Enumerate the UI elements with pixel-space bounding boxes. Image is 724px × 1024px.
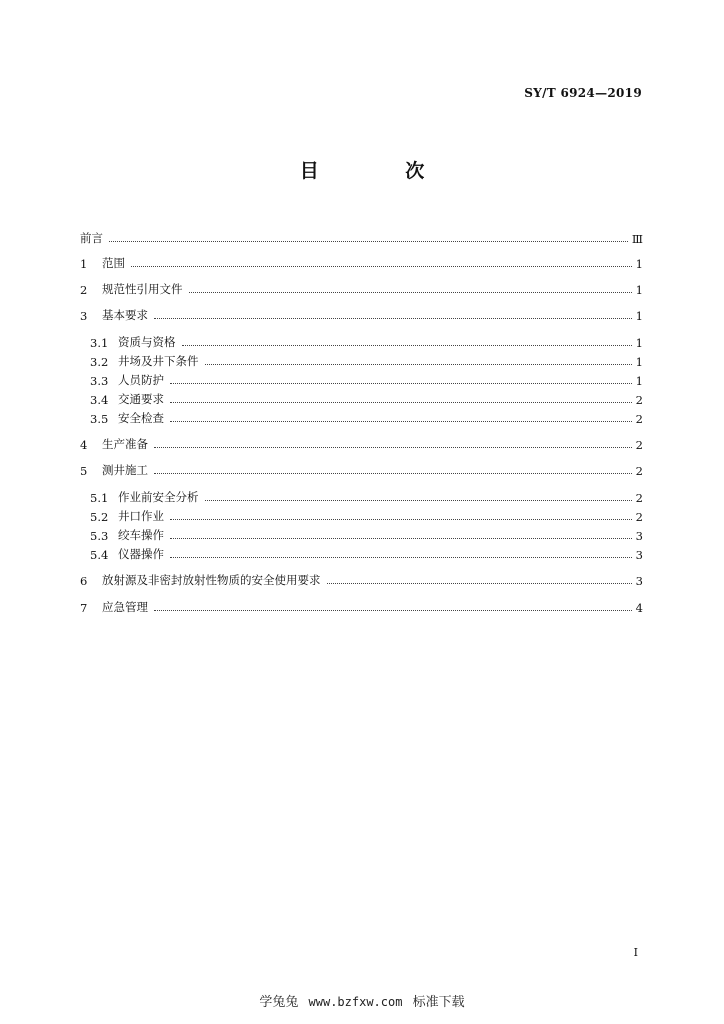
toc-entry[interactable] [90,406,643,426]
toc-leader-dots [170,383,632,384]
toc-entry-number: 5.1 [90,491,109,505]
toc-entry-label: 井场及井下条件 [118,354,199,368]
toc-leader-dots [205,500,632,501]
toc-entry-page: 4 [635,601,643,615]
toc-leader-dots [182,345,632,346]
toc-entry-label: 规范性引用文件 [102,282,183,296]
toc-entry-number: 4 [80,438,88,452]
toc-leader-dots [170,538,632,539]
toc-entry[interactable] [80,595,643,615]
toc-leader-dots [154,447,632,448]
toc-entry-label: 前言 [80,231,103,245]
toc-leader-dots [154,318,632,319]
footer-suffix: 标准下载 [412,995,465,1010]
toc-entry[interactable] [90,485,643,505]
page-title: 目 次 [299,160,465,182]
toc-entry-number: 5.4 [90,548,109,562]
toc-entry-label: 范围 [102,256,125,270]
toc-entry-page: 1 [635,374,643,388]
toc-entry-label: 绞车操作 [118,528,164,542]
page-number: Ⅰ [633,946,638,959]
toc-entry-page: 2 [635,464,643,478]
toc-leader-dots [154,473,632,474]
toc-entry[interactable] [90,368,643,388]
toc-entry-number: 3.1 [90,336,109,350]
toc-entry-page: 2 [635,393,643,407]
toc-entry[interactable] [90,349,643,369]
toc-entry-page: 2 [635,438,643,452]
toc-entry-number: 3.5 [90,412,109,426]
toc-entry-label: 测井施工 [102,463,148,477]
toc-entry-label: 交通要求 [118,392,164,406]
toc-entry-label: 人员防护 [118,373,164,387]
toc-entry-page: 2 [635,491,643,505]
toc-entry-label: 资质与资格 [118,335,176,349]
toc-entry[interactable] [80,432,643,452]
toc-entry-number: 5 [80,464,88,478]
toc-entry[interactable] [80,568,643,588]
toc-entry-number: 7 [80,601,88,615]
toc-entry-label: 作业前安全分析 [118,490,199,504]
toc-entry-page: 2 [635,510,643,524]
toc-leader-dots [327,583,632,584]
standard-code: SY/T 6924—2019 [524,86,642,100]
toc-leader-dots [170,557,632,558]
toc-entry-page: 2 [635,412,643,426]
toc-entry-label: 应急管理 [102,600,148,614]
toc-entry-number: 5.3 [90,529,109,543]
toc-entry-number: 2 [80,283,88,297]
toc-leader-dots [154,610,632,611]
toc-entry-number: 3.2 [90,355,109,369]
toc-leader-dots [131,266,632,267]
toc-entry-page: 3 [635,574,643,588]
toc-entry-page: 1 [635,336,643,350]
footer-watermark [0,991,724,1010]
toc-entry[interactable] [80,303,643,323]
toc-entry[interactable] [90,542,643,562]
toc-entry[interactable] [80,251,643,271]
toc-leader-dots [170,519,632,520]
toc-entry-label: 安全检查 [118,411,164,425]
toc-entry[interactable] [90,523,643,543]
toc-entry-label: 井口作业 [118,509,164,523]
toc-entry-label: 生产准备 [102,437,148,451]
toc-entry-page: 1 [635,355,643,369]
toc-entry[interactable] [90,330,643,350]
toc-entry[interactable] [90,504,643,524]
toc-entry-page: 1 [635,309,643,323]
toc-entry-number: 3 [80,309,88,323]
toc-entry[interactable] [90,387,643,407]
toc-entry-page: 3 [635,529,643,543]
footer-url[interactable]: www.bzfxw.com [308,995,403,1009]
footer-site-name: 学兔兔 [259,995,299,1010]
toc-entry-number: 3.3 [90,374,109,388]
toc-entry-page: 1 [635,283,643,297]
toc-entry[interactable] [80,458,643,478]
toc-entry[interactable] [80,226,643,246]
toc-entry[interactable] [80,277,643,297]
toc-entry-page: 1 [635,257,643,271]
toc-entry-label: 放射源及非密封放射性物质的安全使用要求 [102,573,321,587]
toc-entry-number: 6 [80,574,88,588]
toc-leader-dots [109,241,628,242]
toc-entry-page: Ⅲ [631,232,643,246]
toc-entry-number: 5.2 [90,510,109,524]
toc-leader-dots [189,292,632,293]
toc-leader-dots [205,364,632,365]
toc-entry-number: 3.4 [90,393,109,407]
toc-entry-page: 3 [635,548,643,562]
toc-leader-dots [170,402,632,403]
toc-entry-label: 基本要求 [102,308,148,322]
toc-leader-dots [170,421,632,422]
toc-entry-number: 1 [80,257,88,271]
toc-entry-label: 仪器操作 [118,547,164,561]
